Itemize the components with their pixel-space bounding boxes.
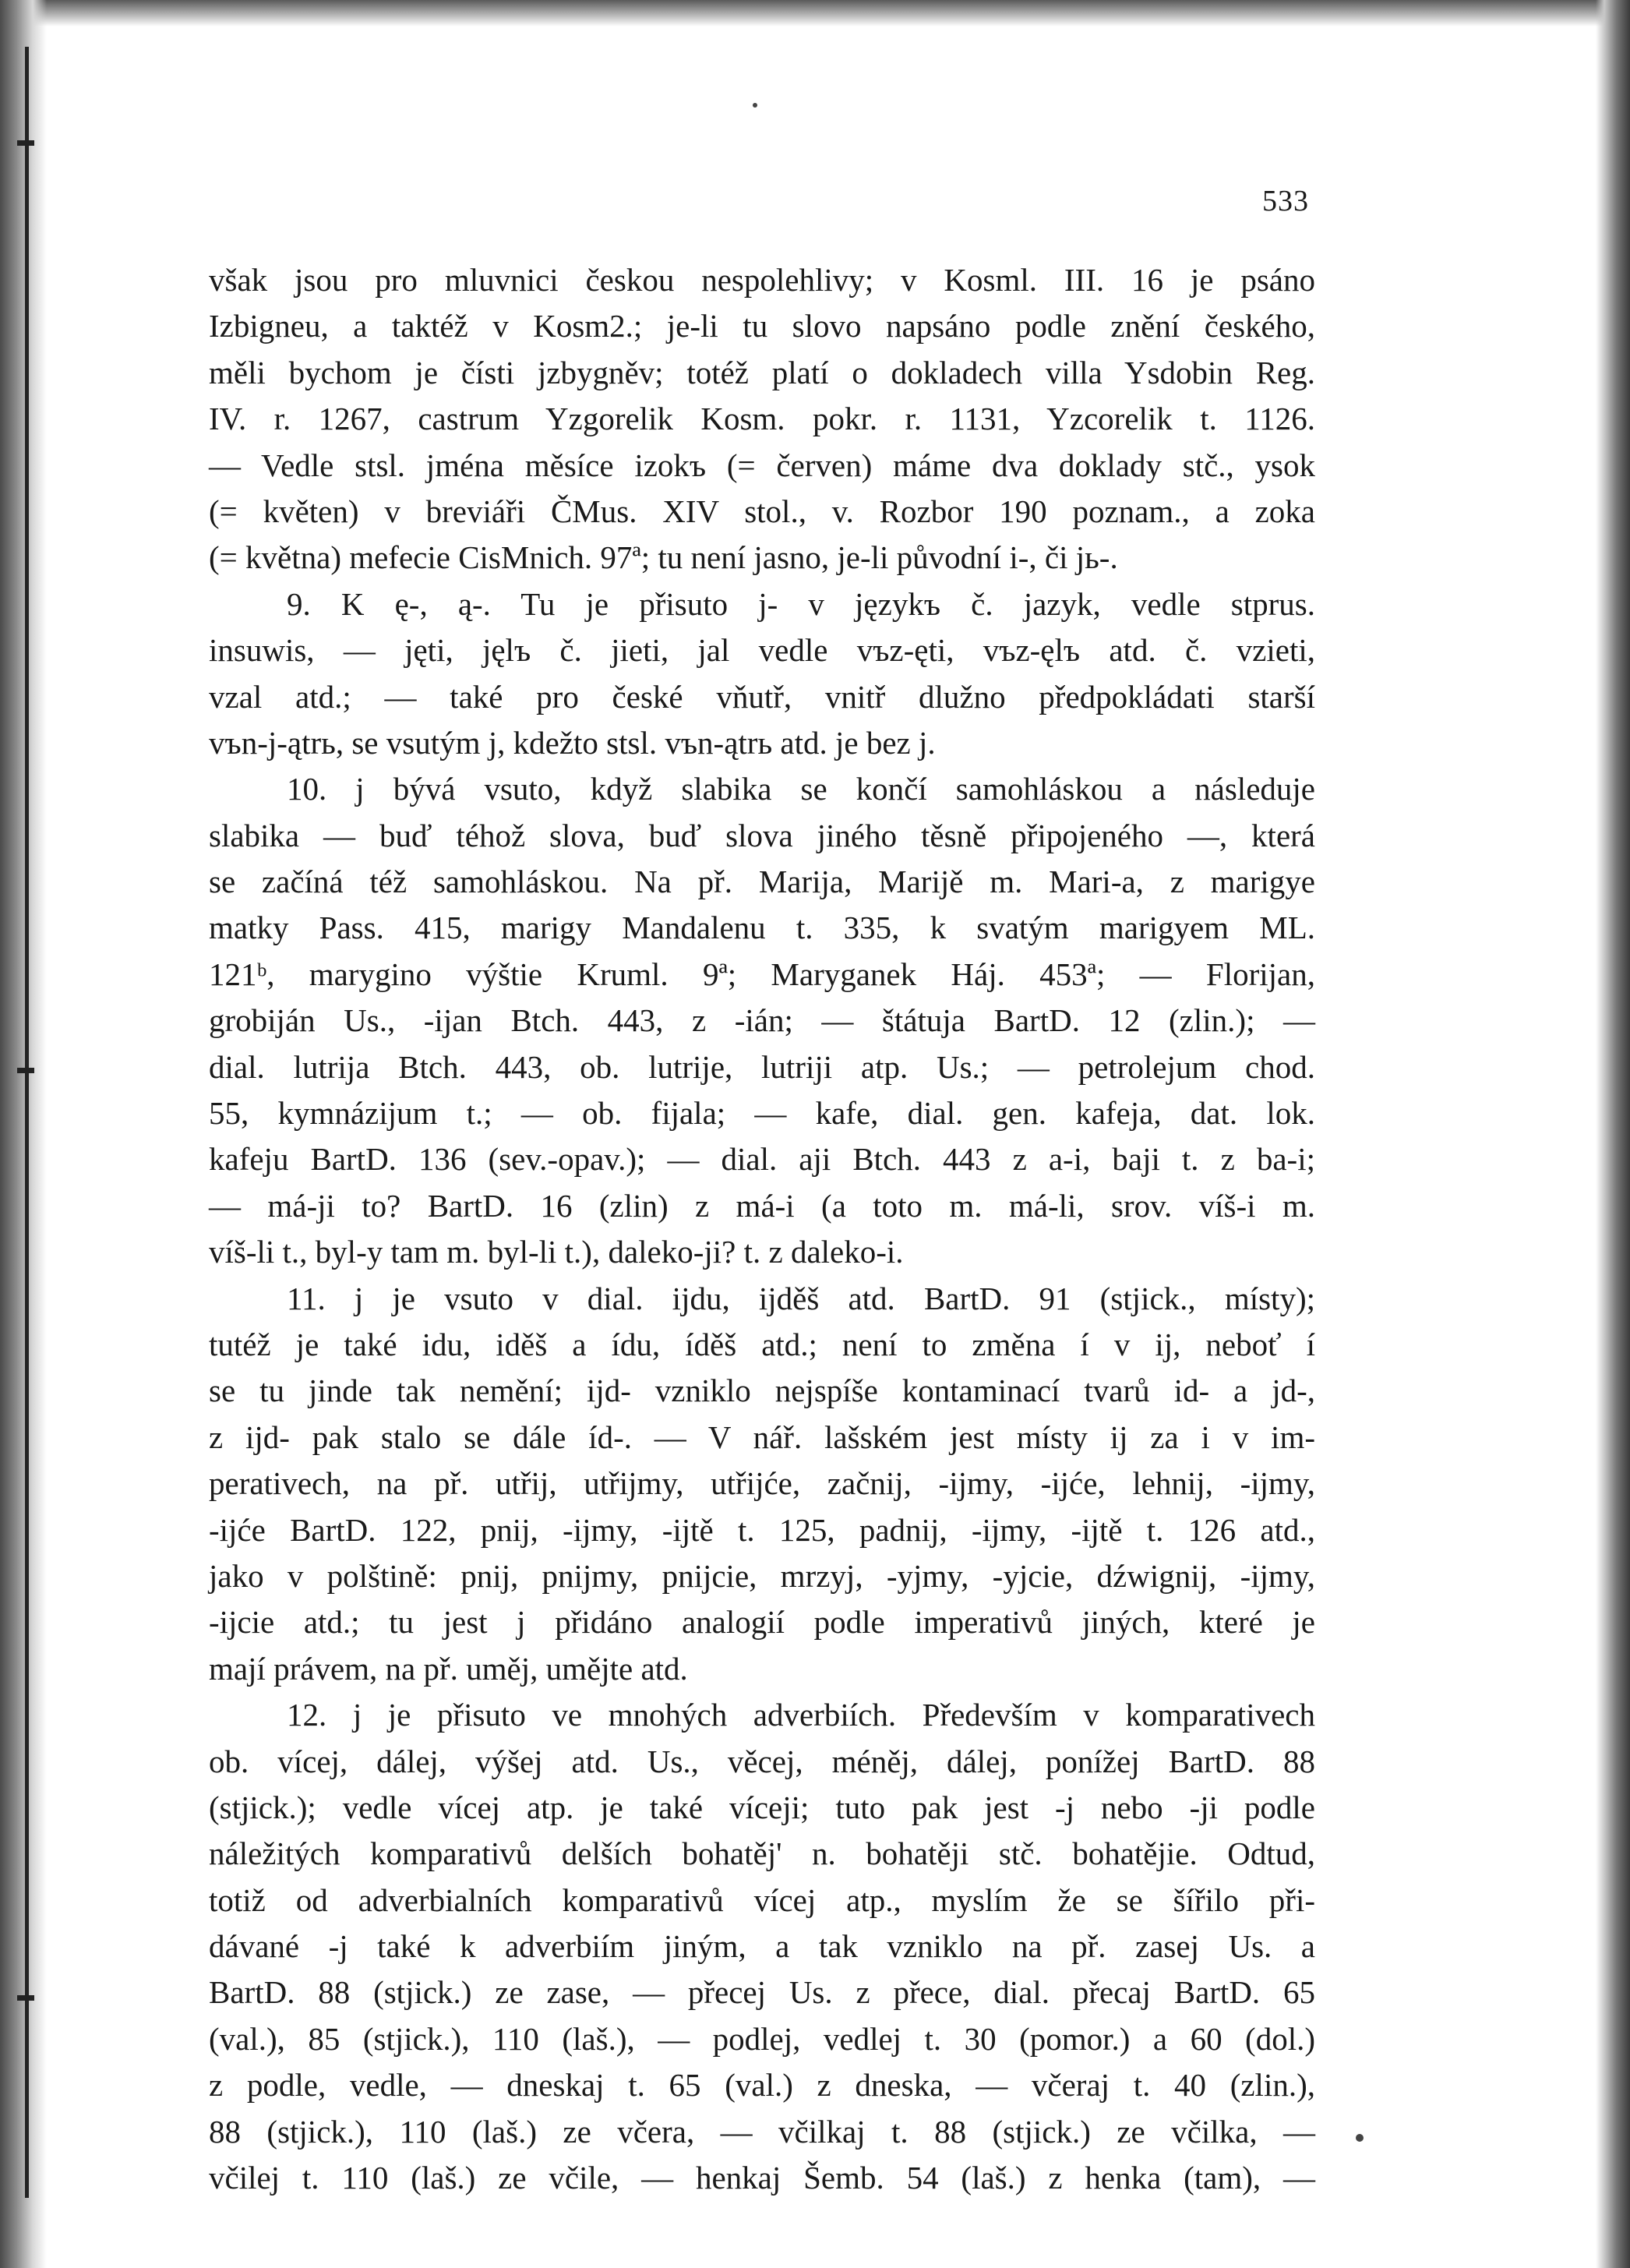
text-line: IV. r. 1267, castrum Yzgorelik Kosm. pokr. r. 1131, Yzcorelik t. 1126. <box>209 401 1315 437</box>
binding-tick <box>17 140 34 146</box>
paper-speck <box>1356 2134 1364 2142</box>
text-line: (val.), 85 (stjick.), 110 (laš.), — podlej, vedlej t. 30 (pomor.) a 60 (dol.) <box>209 2020 1315 2057</box>
text-line: se začíná též samohláskou. Na př. Marija, Marijě m. Mari-a, z marigye <box>209 864 1315 900</box>
text-line: vъn-j-ątrь, se vsutým j, kdežto stsl. vъn-ątrь atd. je bez j. <box>209 724 936 761</box>
text-line: -ijće BartD. 122, pnij, -ijmy, -ijtě t. 125, padnij, -ijmy, -ijtě t. 126 atd., <box>209 1511 1315 1548</box>
text-line: (= května) mefecie CisMnich. 97ª; tu není jasno, je-li původní i-, či jь-. <box>209 539 1118 576</box>
text-line: dávané -j také k adverbiím jiným, a tak vzniklo na př. zasej Us. a <box>209 1928 1315 1965</box>
text-line: kafeju BartD. 136 (sev.-opav.); — dial. aji Btch. 443 z a-i, baji t. z ba-i; <box>209 1141 1315 1178</box>
binding-tick <box>17 1995 34 2001</box>
text-line: z ijd- pak stalo se dále íd-. — V nář. lašském jest místy ij za i v im- <box>209 1418 1315 1455</box>
text-line: však jsou pro mluvnici českou nespolehlivy; v Kosml. III. 16 je psáno <box>209 262 1315 298</box>
text-line: insuwis, — jęti, jęlъ č. jieti, jal vedle vъz-ęti, vъz-ęlъ atd. č. vzieti, <box>209 632 1315 669</box>
text-line: mají právem, na př. uměj, umějte atd. <box>209 1650 688 1687</box>
text-line: z podle, vedle, — dneskaj t. 65 (val.) z dneska, — včeraj t. 40 (zlin.), <box>209 2067 1315 2104</box>
paragraph-first-line: 12. j je přisuto ve mnohých adverbiích. Především v komparativech <box>287 1697 1315 1733</box>
text-line: perativech, na př. utřij, utřijmy, utřijće, začnij, -ijmy, -ijće, lehnij, -ijmy, <box>209 1465 1315 1502</box>
page-top-shadow <box>0 0 1630 26</box>
text-line: slabika — buď téhož slova, buď slova jiného těsně připojeného —, která <box>209 817 1315 853</box>
text-line: — Vedle stsl. jména měsíce izokъ (= červen) máme dva doklady stč., ysok <box>209 447 1315 483</box>
text-line: náležitých komparativů delších bohatěj' n. bohatěji stč. bohatějie. Odtud, <box>209 1835 1315 1872</box>
text-line: — má-ji to? BartD. 16 (zlin) z má-i (a toto m. má-li, srov. víš-i m. <box>209 1187 1315 1224</box>
text-line: grobiján Us., -ijan Btch. 443, z -ián; — štátuja BartD. 12 (zlin.); — <box>209 1002 1315 1039</box>
text-line: (stjick.); vedle vícej atp. je také víceji; tuto pak jest -j nebo -ji podle <box>209 1789 1315 1825</box>
paragraph-first-line: 11. j je vsuto v dial. ijdu, ijděš atd. BartD. 91 (stjick., místy); <box>287 1280 1315 1316</box>
paragraph-first-line: 10. j bývá vsuto, když slabika se končí samohláskou a následuje <box>287 771 1315 807</box>
text-line: 121ᵇ, marygino výštie Kruml. 9ª; Maryganek Háj. 453ª; — Florijan, <box>209 956 1315 992</box>
binding-line <box>25 47 29 2198</box>
text-line: se tu jinde tak nemění; ijd- vzniklo nejspíše kontaminací tvarů id- a jd-, <box>209 1372 1315 1409</box>
page-right-edge <box>1596 0 1630 2268</box>
body-text <box>209 257 1315 2201</box>
text-line: totiž od adverbialních komparativů vícej atp., myslím že se šířilo při- <box>209 1881 1315 1918</box>
text-line: vzal atd.; — také pro české vňutř, vnitř dlužno předpokládati starší <box>209 678 1315 715</box>
text-line: ob. vícej, dálej, výšej atd. Us., věcej, méněj, dálej, ponížej BartD. 88 <box>209 1743 1315 1779</box>
text-line: dial. lutrija Btch. 443, ob. lutrije, lutriji atp. Us.; — petrolejum chod. <box>209 1048 1315 1085</box>
paragraph-first-line: 9. K ę-, ą-. Tu je přisuto j- v językъ č. jazyk, vedle stprus. <box>287 585 1315 622</box>
text-line: BartD. 88 (stjick.) ze zase, — přecej Us. z přece, dial. přecaj BartD. 65 <box>209 1974 1315 2011</box>
text-line: 55, kymnázijum t.; — ob. fijala; — kafe, dial. gen. kafeja, dat. lok. <box>209 1095 1315 1132</box>
page-left-edge <box>0 0 47 2268</box>
binding-tick <box>17 1068 34 1073</box>
text-line: -ijcie atd.; tu jest j přidáno analogií podle imperativů jiných, které je <box>209 1604 1315 1641</box>
text-line: víš-li t., byl-y tam m. byl-li t.), daleko-ji? t. z daleko-i. <box>209 1234 904 1270</box>
text-line: včilej t. 110 (laš.) ze včile, — henkaj Šemb. 54 (laš.) z henka (tam), — <box>209 2160 1315 2196</box>
text-line: Izbigneu, a taktéž v Kosm2.; je-li tu slovo napsáno podle znění českého, <box>209 308 1315 344</box>
paper-speck <box>753 103 757 108</box>
text-line: tutéž je také idu, iděš a ídu, íděš atd.; není to změna í v ij, neboť í <box>209 1326 1315 1362</box>
page-number: 533 <box>1262 185 1309 217</box>
text-line: (= květen) v breviáři ČMus. XIV stol., v. Rozbor 190 poznam., a zoka <box>209 493 1315 529</box>
text-line: jako v polštině: pnij, pnijmy, pnijcie, mrzyj, -yjmy, -yjcie, dźwignij, -ijmy, <box>209 1557 1315 1594</box>
text-line: matky Pass. 415, marigy Mandalenu t. 335, k svatým marigyem ML. <box>209 910 1315 946</box>
text-line: měli bychom je čísti jzbygněv; totéž platí o dokladech villa Ysdobin Reg. <box>209 354 1315 390</box>
text-line: 88 (stjick.), 110 (laš.) ze včera, — včilkaj t. 88 (stjick.) ze včilka, — <box>209 2113 1315 2150</box>
